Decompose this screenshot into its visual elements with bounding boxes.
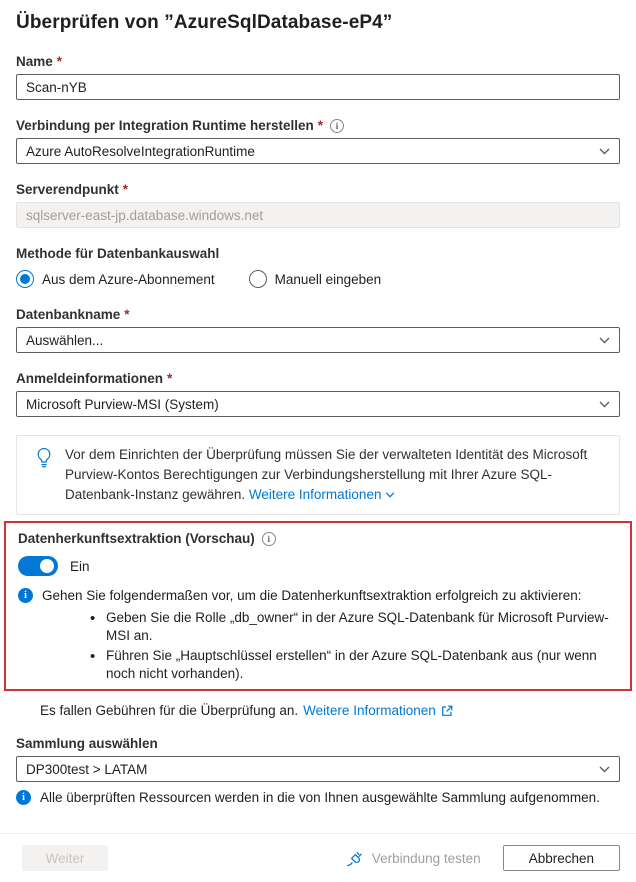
dropdown-value: Azure AutoResolveIntegrationRuntime bbox=[26, 143, 255, 159]
tip-text: Vor dem Einrichten der Überprüfung müssen Sie der verwalteten Identität des Microsoft Purview-Kontos Berechtigungen zur Verbindungsherstellung mit Ihrer Azure SQL-Datenbank-Instanz gewähren. Weitere Informationen bbox=[65, 447, 588, 502]
db-method-label: Methode für Datenbankauswahl bbox=[16, 246, 220, 261]
lineage-toggle[interactable] bbox=[18, 556, 58, 576]
radio-icon bbox=[16, 270, 34, 288]
server-endpoint-field: sqlserver-east-jp.database.windows.net bbox=[16, 202, 620, 228]
billing-note: Es fallen Gebühren für die Überprüfung an. Weitere Informationen bbox=[40, 703, 620, 718]
credential-dropdown[interactable] bbox=[16, 391, 620, 417]
info-filled-icon bbox=[16, 790, 31, 805]
collection-label: Sammlung auswählen bbox=[16, 736, 158, 751]
required-asterisk: * bbox=[122, 182, 129, 197]
info-icon[interactable] bbox=[330, 119, 344, 133]
footer-bar bbox=[0, 833, 636, 882]
dropdown-value: Microsoft Purview-MSI (System) bbox=[26, 396, 219, 412]
lineage-extraction-section bbox=[4, 521, 632, 691]
name-label: Name * bbox=[16, 54, 63, 69]
external-link-icon bbox=[441, 705, 453, 717]
test-connection-icon bbox=[346, 850, 363, 867]
lineage-label: Datenherkunftsextraktion (Vorschau) i bbox=[18, 531, 618, 547]
chevron-down-icon bbox=[599, 148, 610, 155]
list-item: • Geben Sie die Rolle „db_owner“ in der Azure SQL-Datenbank für Microsoft Purview-MSI an. bbox=[90, 609, 618, 645]
info-icon[interactable] bbox=[262, 532, 276, 546]
chevron-down-icon bbox=[599, 337, 610, 344]
required-asterisk: * bbox=[124, 307, 130, 322]
chevron-down-icon bbox=[599, 401, 610, 408]
permission-tip-box bbox=[16, 435, 620, 515]
name-input[interactable] bbox=[16, 74, 620, 100]
lineage-steps-list bbox=[90, 609, 618, 683]
cancel-button[interactable]: Abbrechen bbox=[503, 845, 620, 871]
database-name-label: Datenbankname * bbox=[16, 307, 130, 322]
required-asterisk: * bbox=[317, 118, 324, 133]
database-name-dropdown[interactable] bbox=[16, 327, 620, 353]
integration-runtime-dropdown[interactable] bbox=[16, 138, 620, 164]
chevron-down-icon bbox=[599, 766, 610, 773]
lightbulb-icon bbox=[35, 447, 53, 469]
page-title: Überprüfen von ”AzureSqlDatabase-eP4” bbox=[16, 12, 393, 33]
dropdown-value: DP300test > LATAM bbox=[26, 761, 148, 777]
server-endpoint-label: Serverendpunkt * bbox=[16, 182, 129, 197]
dropdown-value: Auswählen... bbox=[26, 332, 104, 348]
billing-more-info-link[interactable]: Weitere Informationen bbox=[303, 703, 453, 718]
next-button[interactable]: Weiter bbox=[22, 845, 108, 871]
collection-note: i Alle überprüften Ressourcen werden in die von Ihnen ausgewählte Sammlung aufgenommen. bbox=[16, 789, 620, 806]
collection-dropdown[interactable] bbox=[16, 756, 620, 782]
test-connection-button[interactable]: Verbindung testen bbox=[346, 850, 481, 867]
credential-label: Anmeldeinformationen * bbox=[16, 371, 173, 386]
lineage-info-text: Gehen Sie folgendermaßen vor, um die Datenherkunftsextraktion erfolgreich zu aktivieren: bbox=[42, 588, 582, 603]
required-asterisk: * bbox=[56, 54, 63, 69]
list-item: • Führen Sie „Hauptschlüssel erstellen“ in der Azure SQL-Datenbank aus (nur wenn noch nicht vorhanden). bbox=[90, 647, 618, 683]
info-filled-icon bbox=[18, 588, 33, 603]
required-asterisk: * bbox=[167, 371, 173, 386]
tip-more-info-link[interactable]: Weitere Informationen bbox=[249, 487, 396, 502]
chevron-down-icon bbox=[385, 492, 395, 498]
radio-from-azure-subscription[interactable]: Aus dem Azure-Abonnement bbox=[16, 270, 215, 288]
radio-enter-manually[interactable]: Manuell eingeben bbox=[249, 270, 382, 288]
integration-runtime-label: Verbindung per Integration Runtime herstellen * i bbox=[16, 118, 620, 134]
db-method-radio-group bbox=[16, 269, 620, 289]
toggle-state-label: Ein bbox=[70, 558, 90, 574]
radio-icon bbox=[249, 270, 267, 288]
